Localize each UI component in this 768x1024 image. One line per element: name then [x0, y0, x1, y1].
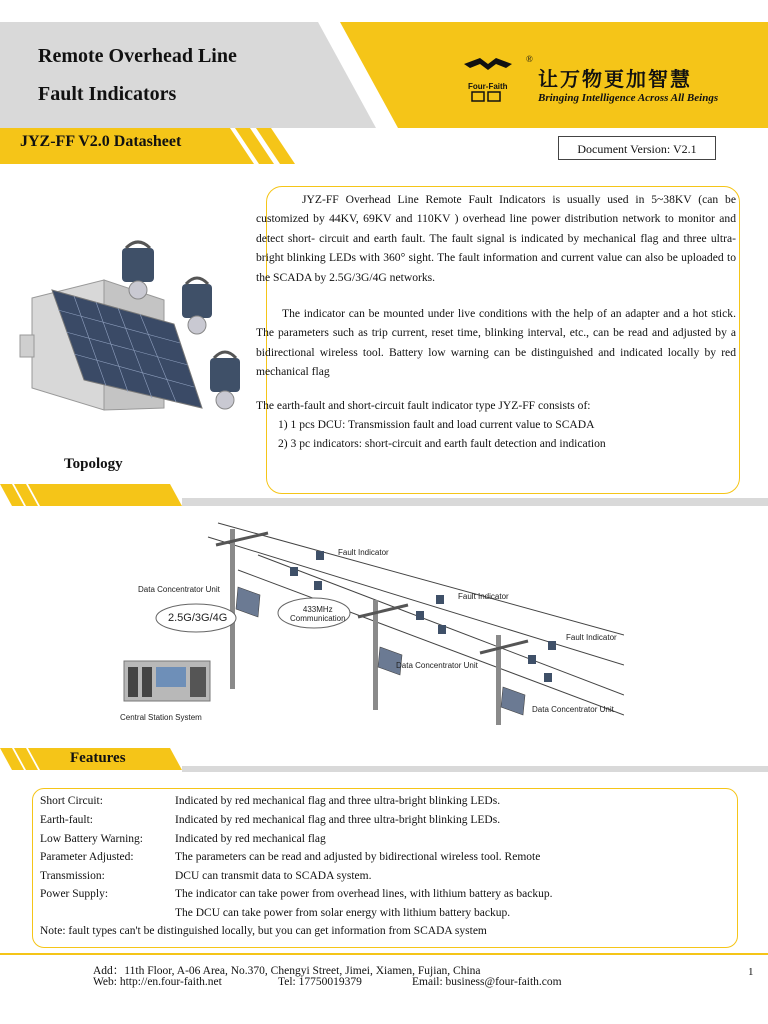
- feature-value: The parameters can be read and adjusted by bidirectional wireless tool. Remote: [175, 851, 541, 863]
- label-fault-indicator-3: Fault Indicator: [566, 633, 617, 642]
- feature-label: Parameter Adjusted:: [40, 851, 134, 863]
- footer-web: Web: http://en.four-faith.net: [93, 976, 222, 988]
- label-network: 2.5G/3G/4G: [168, 612, 228, 624]
- label-dcu-top: Data Concentrator Unit: [138, 585, 220, 594]
- footer-divider: [0, 953, 768, 955]
- product-photo: [14, 240, 254, 420]
- footer-email: Email: business@four-faith.com: [412, 976, 562, 988]
- features-heading: Features: [70, 750, 126, 766]
- label-fault-indicator-2: Fault Indicator: [458, 592, 509, 601]
- feature-value: Indicated by red mechanical flag: [175, 833, 326, 845]
- feature-label: Transmission:: [40, 870, 105, 882]
- feature-label: Power Supply:: [40, 888, 109, 900]
- label-fault-indicator-1: Fault Indicator: [338, 548, 389, 557]
- intro-text: [256, 190, 736, 454]
- label-dcu-bottom: Data Concentrator Unit: [532, 705, 614, 714]
- topology-diagram: [118, 515, 624, 725]
- label-dcu-mid: Data Concentrator Unit: [396, 661, 478, 670]
- document-title-line2: Fault Indicators: [38, 83, 177, 105]
- registered-mark: ®: [526, 54, 533, 64]
- feature-value: The indicator can take power from overhead lines, with lithium battery as backup.: [175, 888, 553, 900]
- logo-text: Four-Faith: [468, 82, 508, 91]
- intro-paragraph-2: The indicator can be mounted under live conditions with the help of an adapter and a hot stick. The parameters such as trip current, reset time, blinking interval, etc., can be read and adjusted by a bidirectional wireless tool. Battery low warning can be distinguished and indicated locally by red mechanical flag: [256, 307, 736, 379]
- feature-label: Short Circuit:: [40, 795, 103, 807]
- intro-list-item-1: 1) 1 pcs DCU: Transmission fault and load current value to SCADA: [278, 418, 595, 432]
- page-number: 1: [748, 966, 754, 978]
- topology-divider: [0, 484, 768, 508]
- feature-label: Low Battery Warning:: [40, 833, 143, 845]
- datasheet-title: JYZ-FF V2.0 Datasheet: [20, 133, 182, 150]
- intro-paragraph-3: The earth-fault and short-circuit fault indicator type JYZ-FF consists of:: [256, 398, 591, 412]
- brand-slogan-cn: 让万物更加智慧: [538, 67, 692, 91]
- features-frame: [32, 788, 738, 948]
- topology-heading: Topology: [64, 456, 123, 472]
- feature-value: The DCU can take power from solar energy with lithium battery backup.: [175, 907, 511, 919]
- brand-tagline: Bringing Intelligence Across All Beings: [538, 92, 719, 104]
- feature-value: Indicated by red mechanical flag and three ultra-bright blinking LEDs.: [175, 814, 501, 826]
- label-central-station: Central Station System: [120, 713, 202, 722]
- document-version-box: Document Version: V2.1: [558, 136, 716, 160]
- footer-address: Add：11th Floor, A-06 Area, No.370, Chengyi Street, Jimei, Xiamen, Fujian, China: [93, 965, 481, 977]
- feature-value: DCU can transmit data to SCADA system.: [175, 870, 372, 882]
- intro-list-item-2: 2) 3 pc indicators: short-circuit and earth fault detection and indication: [278, 437, 606, 451]
- label-433mhz: 433MHz Communication: [290, 605, 346, 623]
- features-note: Note: fault types can't be distinguished locally, but you can get information from SCADA system: [40, 925, 487, 937]
- document-title-line1: Remote Overhead Line: [38, 45, 237, 67]
- intro-paragraph-1: JYZ-FF Overhead Line Remote Fault Indicators is usually used in 5~38KV (can be customized by 44KV, 69KV and 110KV ) overhead line power distribution network to monitor and detect short- circuit and earth fault. The fault signal is indicated by mechanical flag and three ultra-bright blinking LEDs with 360° sight. The fault information and current value can also be uploaded to the SCADA by 2.5G/3G/4G networks.: [256, 193, 736, 284]
- feature-value: Indicated by red mechanical flag and three ultra-bright blinking LEDs.: [175, 795, 501, 807]
- footer-tel: Tel: 17750019379: [278, 976, 362, 988]
- feature-label: Earth-fault:: [40, 814, 94, 826]
